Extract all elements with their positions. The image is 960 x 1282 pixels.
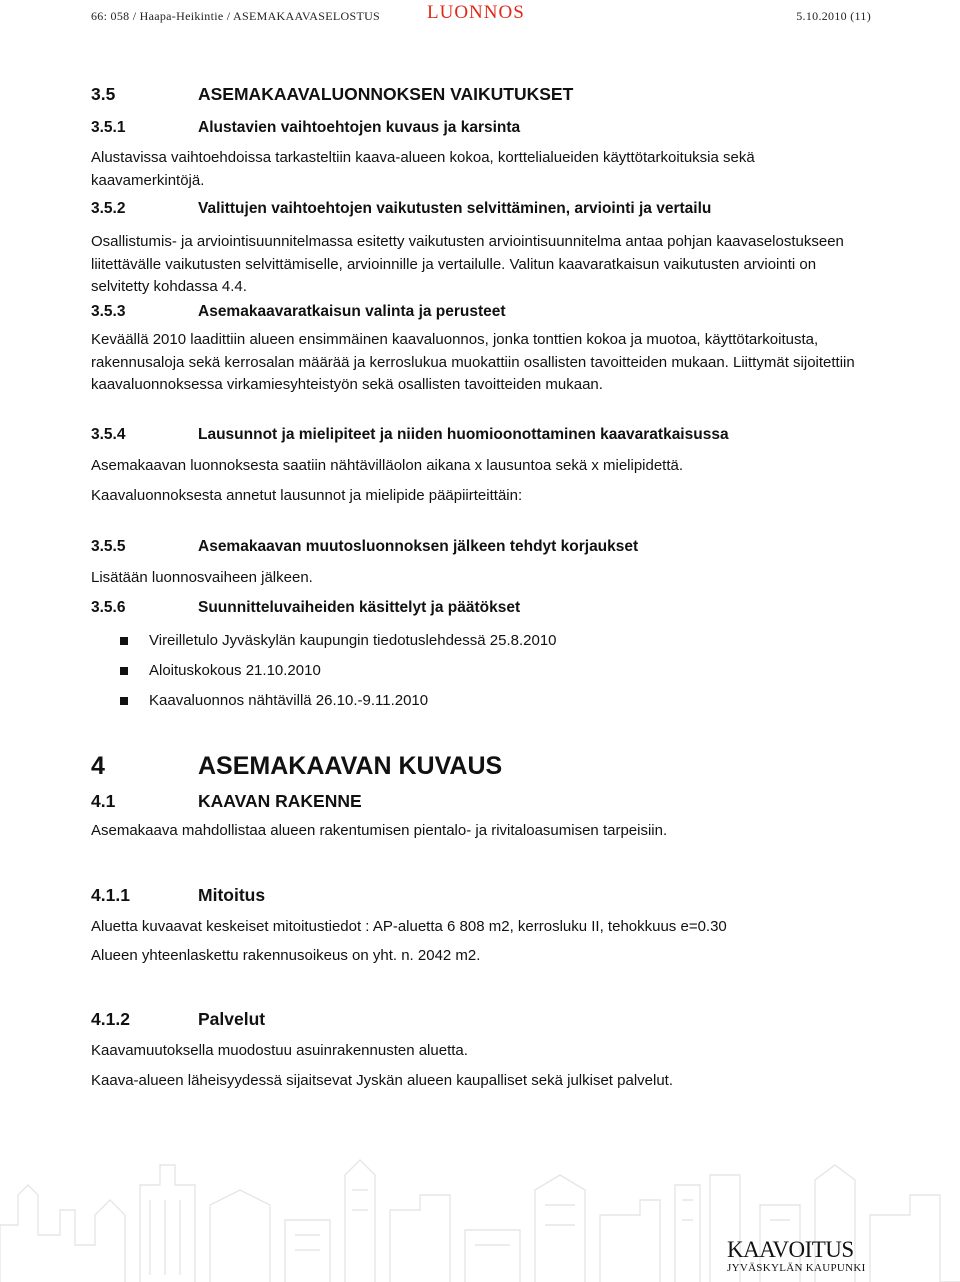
list-item-text: Aloituskokous 21.10.2010 (149, 662, 321, 679)
section-4-1-2-body-2: Kaava-alueen läheisyydessä sijaitsevat Jyskän alueen kaupalliset sekä julkiset palvelut. (91, 1072, 673, 1089)
section-number: 3.5.5 (91, 538, 126, 555)
section-3-5-4-heading (91, 426, 729, 444)
page-header (91, 2, 871, 28)
section-title: Asemakaavaratkaisun valinta ja perusteet (198, 303, 506, 320)
section-title: Valittujen vaihtoehtojen vaikutusten selvittäminen, arviointi ja vertailu (198, 200, 712, 217)
section-3-5-5-body: Lisätään luonnosvaiheen jälkeen. (91, 569, 313, 586)
section-number: 4.1.1 (91, 885, 130, 905)
section-4-1-heading (91, 791, 362, 812)
section-4-1-2-heading (91, 1009, 265, 1030)
document-path: 66: 058 / Haapa-Heikintie / ASEMAKAAVASELOSTUS (91, 9, 381, 23)
section-number: 3.5.4 (91, 426, 126, 443)
section-title: Asemakaavan muutosluonnoksen jälkeen tehdyt korjaukset (198, 538, 639, 555)
section-title: KAAVAN RAKENNE (198, 791, 362, 811)
section-4-1-body: Asemakaava mahdollistaa alueen rakentumisen pientalo- ja rivitaloasumisen tarpeisiin. (91, 822, 668, 839)
document-date: 5.10.2010 (11) (796, 9, 871, 23)
section-3-5-heading (91, 84, 573, 105)
logo-city-text: JYVÄSKYLÄN KAUPUNKI (727, 1262, 866, 1274)
chapter-title: ASEMAKAAVAN KUVAUS (198, 752, 503, 780)
chapter-4-heading (91, 752, 502, 781)
section-4-1-1-body-1: Aluetta kuvaavat keskeiset mitoitustiedot : AP-aluetta 6 808 m2, kerrosluku II, tehokkuus e=0.30 (91, 918, 727, 935)
draft-label: LUONNOS (427, 2, 525, 23)
section-title: Mitoitus (198, 885, 266, 905)
logo-brand-text: KAAVOITUS (727, 1237, 854, 1262)
section-3-5-2-body: Osallistumis- ja arviointisuunnitelmassa esitetty vaikutusten arviointisuunnitelma antaa pohjan kaavaselostukseen liitettävälle vaikutusten selvittämiselle, arvioinnille ja vertailulle. Valitun kaavaratkaisun vaikutusten arviointi on selvitetty kohdassa 4.4. (91, 233, 844, 295)
section-3-5-4-body-1: Asemakaavan luonnoksesta saatiin nähtävilläolon aikana x lausuntoa sekä x mielipidettä. (91, 457, 684, 474)
section-4-1-1-heading (91, 885, 265, 906)
bullet-square-icon (120, 667, 128, 675)
section-number: 3.5.2 (91, 200, 126, 217)
section-number: 3.5.6 (91, 599, 126, 616)
section-title: Palvelut (198, 1009, 266, 1029)
section-3-5-6-heading (91, 599, 520, 617)
list-item-text: Vireilletulo Jyväskylän kaupungin tiedotuslehdessä 25.8.2010 (149, 632, 557, 649)
section-3-5-4-body-2: Kaavaluonnoksesta annetut lausunnot ja mielipide pääpiirteittäin: (91, 487, 523, 504)
section-title: ASEMAKAAVALUONNOKSEN VAIKUTUKSET (198, 84, 574, 104)
section-3-5-1-body: Alustavissa vaihtoehdoissa tarkasteltiin kaava-alueen kokoa, korttelialueiden käyttötarkoituksia sekä kaavamerkintöjä. (91, 149, 755, 189)
section-number: 4.1.2 (91, 1009, 130, 1029)
section-3-5-1-heading (91, 119, 520, 137)
section-3-5-3-heading (91, 303, 506, 321)
section-number: 3.5.1 (91, 119, 126, 136)
section-title: Suunnitteluvaiheiden käsittelyt ja päätökset (198, 599, 521, 616)
section-title: Lausunnot ja mielipiteet ja niiden huomioonottaminen kaavaratkaisussa (198, 426, 729, 443)
section-4-1-1-body-2: Alueen yhteenlaskettu rakennusoikeus on yht. n. 2042 m2. (91, 947, 481, 964)
section-3-5-3-body: Keväällä 2010 laadittiin alueen ensimmäinen kaavaluonnos, jonka tonttien kokoa ja muotoa, käyttötarkoitusta, rakennusaloja sekä kerrosalan määrää ja kerroslukua muokattiin osallisten tavoitteiden mukaan. Liittymät sijoitettiin kaavaluonnoksessa virkamiesyhteistyön sekä osallisten tavoitteiden mukaan. (91, 331, 855, 393)
list-item-text: Kaavaluonnos nähtävillä 26.10.-9.11.2010 (149, 692, 429, 709)
kaavoitus-logo (727, 1237, 866, 1274)
section-3-5-5-heading (91, 538, 638, 556)
chapter-number: 4 (91, 752, 105, 780)
section-number: 4.1 (91, 791, 116, 811)
section-number: 3.5.3 (91, 303, 126, 320)
section-4-1-2-body-1: Kaavamuutoksella muodostuu asuinrakennusten aluetta. (91, 1042, 468, 1059)
section-3-5-2-heading (91, 200, 711, 218)
bullet-square-icon (120, 697, 128, 705)
section-number: 3.5 (91, 84, 116, 104)
section-title: Alustavien vaihtoehtojen kuvaus ja karsinta (198, 119, 521, 136)
bullet-square-icon (120, 637, 128, 645)
